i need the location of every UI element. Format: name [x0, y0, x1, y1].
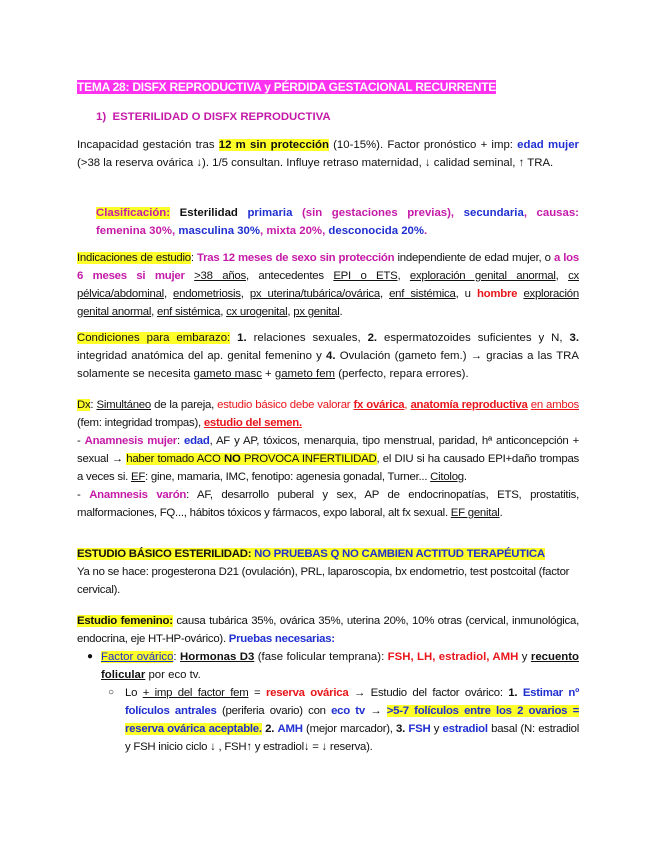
text-span: (fem: integridad trompas),	[77, 417, 204, 429]
key-term: hombre	[476, 288, 518, 300]
key-term: fx ovárica	[353, 399, 405, 411]
text-span: ,	[379, 288, 390, 300]
highlight-text: 12 m sin protección	[218, 139, 329, 151]
text-span	[185, 270, 195, 282]
text-span: y	[518, 651, 531, 663]
text-span: ,	[163, 288, 174, 300]
text-span: Ovulación (gameto fem.) → gracias a las TRA solamente se necesita	[77, 350, 579, 380]
key-term: primaria	[247, 207, 293, 219]
key-term: edad	[184, 435, 210, 447]
underlined-text: + imp del factor fem	[142, 687, 249, 699]
highlight-text: ESTUDIO BÁSICO ESTERILIDAD:	[77, 548, 255, 560]
key-term: secundaria	[463, 207, 524, 219]
diagnosis-label: Dx	[77, 399, 91, 411]
female-anamnesis-label: Anamnesis mujer	[84, 435, 177, 447]
classification-paragraph	[96, 204, 579, 240]
text-span: .	[499, 507, 503, 519]
underlined-text: recuento folicular	[101, 651, 579, 681]
key-term: Pruebas necesarias:	[228, 633, 335, 645]
male-anamnesis	[77, 486, 579, 522]
text-span: desconocida 20%	[328, 225, 424, 237]
list-number: 3.	[396, 723, 406, 735]
key-term: Tras 12 meses de sexo sin protección	[197, 252, 395, 264]
key-term: eco tv	[331, 705, 365, 717]
text-span: -	[77, 489, 90, 501]
underlined-text: Simultáneo	[96, 399, 151, 411]
text-span: →	[364, 705, 387, 717]
basic-study-text: Ya no se hace: progesterona D21 (ovulación), PRL, laparoscopia, bx endometrio, test postcoital (factor cervical).	[77, 566, 570, 596]
text-span: : AF, desarrollo puberal y sex, AP de endocrinopatías, ETS, prostatitis, malformaciones, FQ..., hábitos tóxicos y fármacos, expo laboral, alt fx sexual.	[77, 489, 579, 519]
text-span: Incapacidad gestación tras	[77, 139, 219, 151]
text-span: , antecedentes	[245, 270, 334, 282]
list-number: 1.	[237, 332, 247, 344]
list-number: 2.	[265, 723, 275, 735]
key-term: estudio del semen.	[203, 417, 302, 429]
text-span: (fase folicular temprana):	[254, 651, 388, 663]
basic-study-heading	[77, 545, 579, 563]
key-term: Factor ovárico	[101, 651, 174, 663]
underlined-text: px uterina/tubárica/ovárica	[249, 288, 380, 300]
text-span: , AF y AP, tóxicos, menarquia, tipo menstrual, paridad, hª anticoncepción + sexual →	[77, 435, 579, 465]
underlined-text: EF	[130, 471, 146, 483]
text-span: :	[90, 399, 97, 411]
key-term: estradiol	[442, 723, 488, 735]
underlined-text: >38 años	[194, 270, 246, 282]
highlight-text: NO PRUEBAS Q NO CAMBIEN ACTITUD TERAPÉUTICA	[254, 548, 545, 560]
list-item	[77, 648, 579, 684]
highlight-text: haber tomado ACO	[126, 453, 224, 465]
list-number: 1.	[508, 687, 518, 699]
text-span: , el DIU si ha causado EPI+daño trompas a veces si.	[77, 453, 580, 483]
text-span: ,	[151, 306, 157, 318]
underlined-text: gameto masc	[193, 368, 262, 380]
text-span: :	[177, 435, 184, 447]
bullet-icon: ●	[87, 651, 94, 662]
text-span: .	[463, 471, 467, 483]
underlined-text: px genital	[293, 306, 340, 318]
conditions-label: Condiciones para embarazo:	[77, 332, 231, 344]
underlined-text: EF genital	[450, 507, 500, 519]
text-span: de la pareja,	[150, 399, 218, 411]
key-term: FSH	[408, 723, 431, 735]
text-span: (sin gestaciones previas),	[292, 207, 464, 219]
indications-label: Indicaciones de estudio	[77, 252, 191, 264]
underlined-text: exploración genital anormal	[409, 270, 556, 282]
intro-paragraph	[77, 136, 579, 172]
text-span: independiente de edad mujer, o	[394, 252, 554, 264]
text-span: femenina 30%,	[96, 225, 179, 237]
text-span: , u	[455, 288, 477, 300]
conditions-paragraph	[77, 329, 579, 383]
section-number: 1)	[96, 111, 107, 123]
text-span: ,	[322, 225, 329, 237]
circle-bullet-icon: ○	[108, 687, 114, 698]
text-span: Esterilidad	[170, 207, 248, 219]
text-span: ,	[220, 306, 227, 318]
underlined-text: cx urogenital	[226, 306, 288, 318]
underlined-text: exploración genital anormal	[77, 288, 579, 318]
text-span: (>38 la reserva ovárica ↓). 1/5 consultan. Influye retraso maternidad, ↓ calidad seminal, ↑ TRA.	[77, 157, 554, 169]
text-span: .	[339, 306, 343, 318]
list-item	[77, 684, 579, 756]
key-term: AMH	[277, 723, 303, 735]
female-study-paragraph	[77, 612, 579, 648]
text-span: .	[424, 225, 428, 237]
text-span: causa tubárica 35%, ovárica 35%, uterina 20%, 10% otras (cervical, inmunológica, endocrina, eje HT-HP-ovárico).	[77, 615, 580, 645]
ovarian-factor-list	[77, 648, 579, 684]
classification-label: Clasificación:	[96, 207, 171, 219]
section-heading	[96, 108, 576, 126]
underlined-text: en ambos	[530, 399, 579, 411]
text-span: ,	[287, 306, 294, 318]
text-span: ,	[555, 270, 569, 282]
text-span: (perfecto, repara errores).	[335, 368, 469, 380]
text-span: basal (N: estradiol y FSH inicio ciclo ↓ , FSH↑ y estradiol↓ = ↓ reserva).	[125, 723, 579, 753]
text-span: masculina 30%	[178, 225, 260, 237]
diagnosis-section	[77, 396, 579, 522]
list-number: 3.	[569, 332, 579, 344]
key-term: Estimar nº folículos antrales	[125, 687, 579, 717]
text-span: mixta 20%	[266, 225, 323, 237]
text-span: :	[190, 252, 198, 264]
text-span: :	[173, 651, 181, 663]
highlight-text: PROVOCA INFERTILIDAD	[240, 453, 377, 465]
text-span: y	[430, 723, 443, 735]
text-span: → Estudio del factor ovárico:	[348, 687, 509, 699]
text-span: relaciones sexuales,	[246, 332, 368, 344]
text-span: estudio básico debe valorar	[217, 399, 354, 411]
female-anamnesis	[77, 432, 579, 486]
key-term: edad mujer	[517, 139, 579, 151]
text-span: ,	[260, 225, 267, 237]
list-number: 4.	[326, 350, 336, 362]
text-span: , causas:	[523, 207, 579, 219]
underlined-text: endometriosis	[173, 288, 241, 300]
male-anamnesis-label: Anamnesis varón	[89, 489, 187, 501]
title-text: TEMA 28: DISFX REPRODUCTIVA y PÉRDIDA GESTACIONAL RECURRENTE	[77, 80, 497, 94]
text-span: =	[248, 687, 266, 699]
text-span: integridad anatómica del ap. genital femenino y	[77, 350, 327, 362]
text-span: : gine, mamaria, IMC, fenotipo: agenesia gonadal, Turner...	[145, 471, 431, 483]
key-term: a los 6 meses si mujer	[77, 252, 579, 282]
text-span: ,	[404, 399, 411, 411]
page-title	[77, 78, 579, 96]
text-span: (mejor marcador),	[302, 723, 397, 735]
text-span: -	[77, 435, 85, 447]
diagnosis-intro	[77, 396, 579, 432]
key-term: reserva ovárica	[265, 687, 349, 699]
highlight-text: >5-7 folículos entre los 2 ovarios = reserva ovárica aceptable.	[125, 705, 579, 735]
female-study-label: Estudio femenino:	[77, 615, 173, 627]
highlight-text: NO	[223, 453, 241, 465]
underlined-text: enf sistémica	[156, 306, 221, 318]
text-span: Lo	[125, 687, 143, 699]
underlined-text: gameto fem	[274, 368, 336, 380]
text-span: ,	[240, 288, 250, 300]
ovarian-reserve-list	[77, 684, 579, 756]
text-span: (10-15%). Factor pronóstico + imp:	[328, 139, 518, 151]
list-number: 2.	[367, 332, 378, 344]
text-span: ,	[397, 270, 410, 282]
underlined-text: cx pélvica/abdominal	[77, 270, 579, 300]
text-span: (periferia ovario) con	[216, 705, 332, 717]
text-span: espermatozoides suficientes y N,	[377, 332, 570, 344]
key-term: FSH, LH, estradiol, AMH	[387, 651, 519, 663]
text-span: +	[261, 368, 275, 380]
underlined-text: Citolog	[430, 471, 464, 483]
indications-paragraph	[77, 249, 579, 321]
section-label: ESTERILIDAD O DISFX REPRODUCTIVA	[112, 111, 331, 123]
underlined-text: enf sistémica	[389, 288, 456, 300]
underlined-text: Hormonas D3	[180, 651, 255, 663]
text-span: por eco tv.	[145, 669, 201, 681]
underlined-text: EPI o ETS	[333, 270, 398, 282]
basic-study-section	[77, 545, 579, 599]
key-term: anatomía reproductiva	[410, 399, 528, 411]
